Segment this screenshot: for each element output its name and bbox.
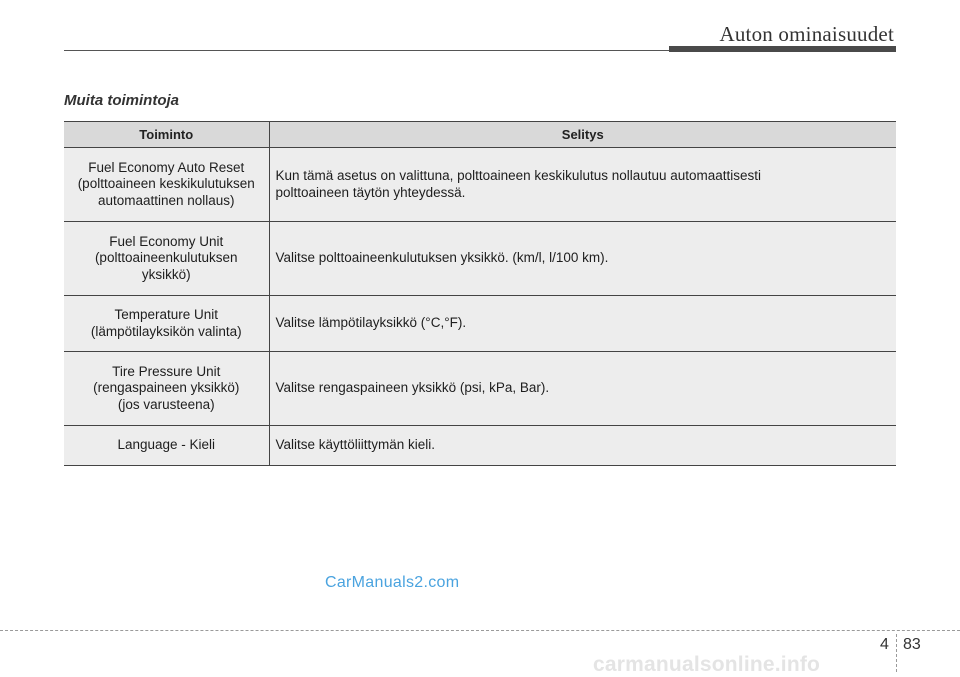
function-cell (64, 222, 269, 296)
table-header-row (64, 122, 896, 148)
header-rule (64, 50, 669, 51)
chapter-number: 4 (880, 636, 889, 653)
column-header-description: Selitys (269, 122, 896, 148)
description-cell (269, 148, 896, 222)
table-row (64, 148, 896, 222)
header-bar (669, 46, 896, 52)
function-line: Tire Pressure Unit (112, 363, 221, 379)
description-line: polttoaineen täytön yhteydessä. (275, 184, 466, 200)
description-line: Valitse lämpötilayksikkö (°C,°F). (275, 315, 467, 331)
function-line: (rengaspaineen yksikkö) (93, 380, 240, 396)
function-line: automaattinen nollaus) (97, 192, 235, 208)
description-cell (269, 222, 896, 296)
table-row (64, 426, 896, 466)
table-row (64, 352, 896, 426)
function-line: (polttoaineen keskikulutuksen (77, 176, 255, 192)
page-number: 83 (903, 636, 921, 653)
function-line: Fuel Economy Auto Reset (88, 159, 245, 175)
footer-page-divider (896, 634, 897, 672)
watermark-link[interactable]: CarManuals2.com (325, 574, 460, 591)
functions-table (64, 121, 896, 466)
function-cell (64, 352, 269, 426)
function-line: (jos varusteena) (117, 396, 215, 412)
function-cell (64, 148, 269, 222)
description-cell (269, 352, 896, 426)
description-line: Kun tämä asetus on valittuna, polttoaineen keskikulutus nollautuu automaattisesti (275, 168, 762, 183)
function-line: Language - Kieli (117, 437, 216, 453)
column-header-function: Toiminto (64, 122, 269, 148)
function-cell (64, 296, 269, 352)
section-title: Muita toimintoja (64, 92, 179, 109)
description-cell (269, 426, 896, 466)
description-line: Valitse rengaspaineen yksikkö (psi, kPa, Bar). (275, 380, 550, 396)
function-line: Fuel Economy Unit (109, 233, 224, 249)
footer-dashed-rule (0, 630, 960, 631)
function-line: Temperature Unit (114, 307, 219, 322)
description-line: Valitse polttoaineenkulutuksen yksikkö. (km/l, l/100 km). (275, 250, 609, 266)
function-line: (lämpötilayksikön valinta) (90, 323, 242, 339)
description-cell (269, 296, 896, 352)
function-cell (64, 426, 269, 466)
function-line: yksikkö) (141, 266, 191, 282)
table-row (64, 222, 896, 296)
function-line: (polttoaineenkulutuksen (94, 250, 238, 266)
footer-site-watermark: carmanualsonline.info (593, 653, 821, 676)
header-title: Auton ominaisuudet (719, 22, 894, 46)
table-row (64, 296, 896, 352)
description-line: Valitse käyttöliittymän kieli. (275, 437, 436, 453)
